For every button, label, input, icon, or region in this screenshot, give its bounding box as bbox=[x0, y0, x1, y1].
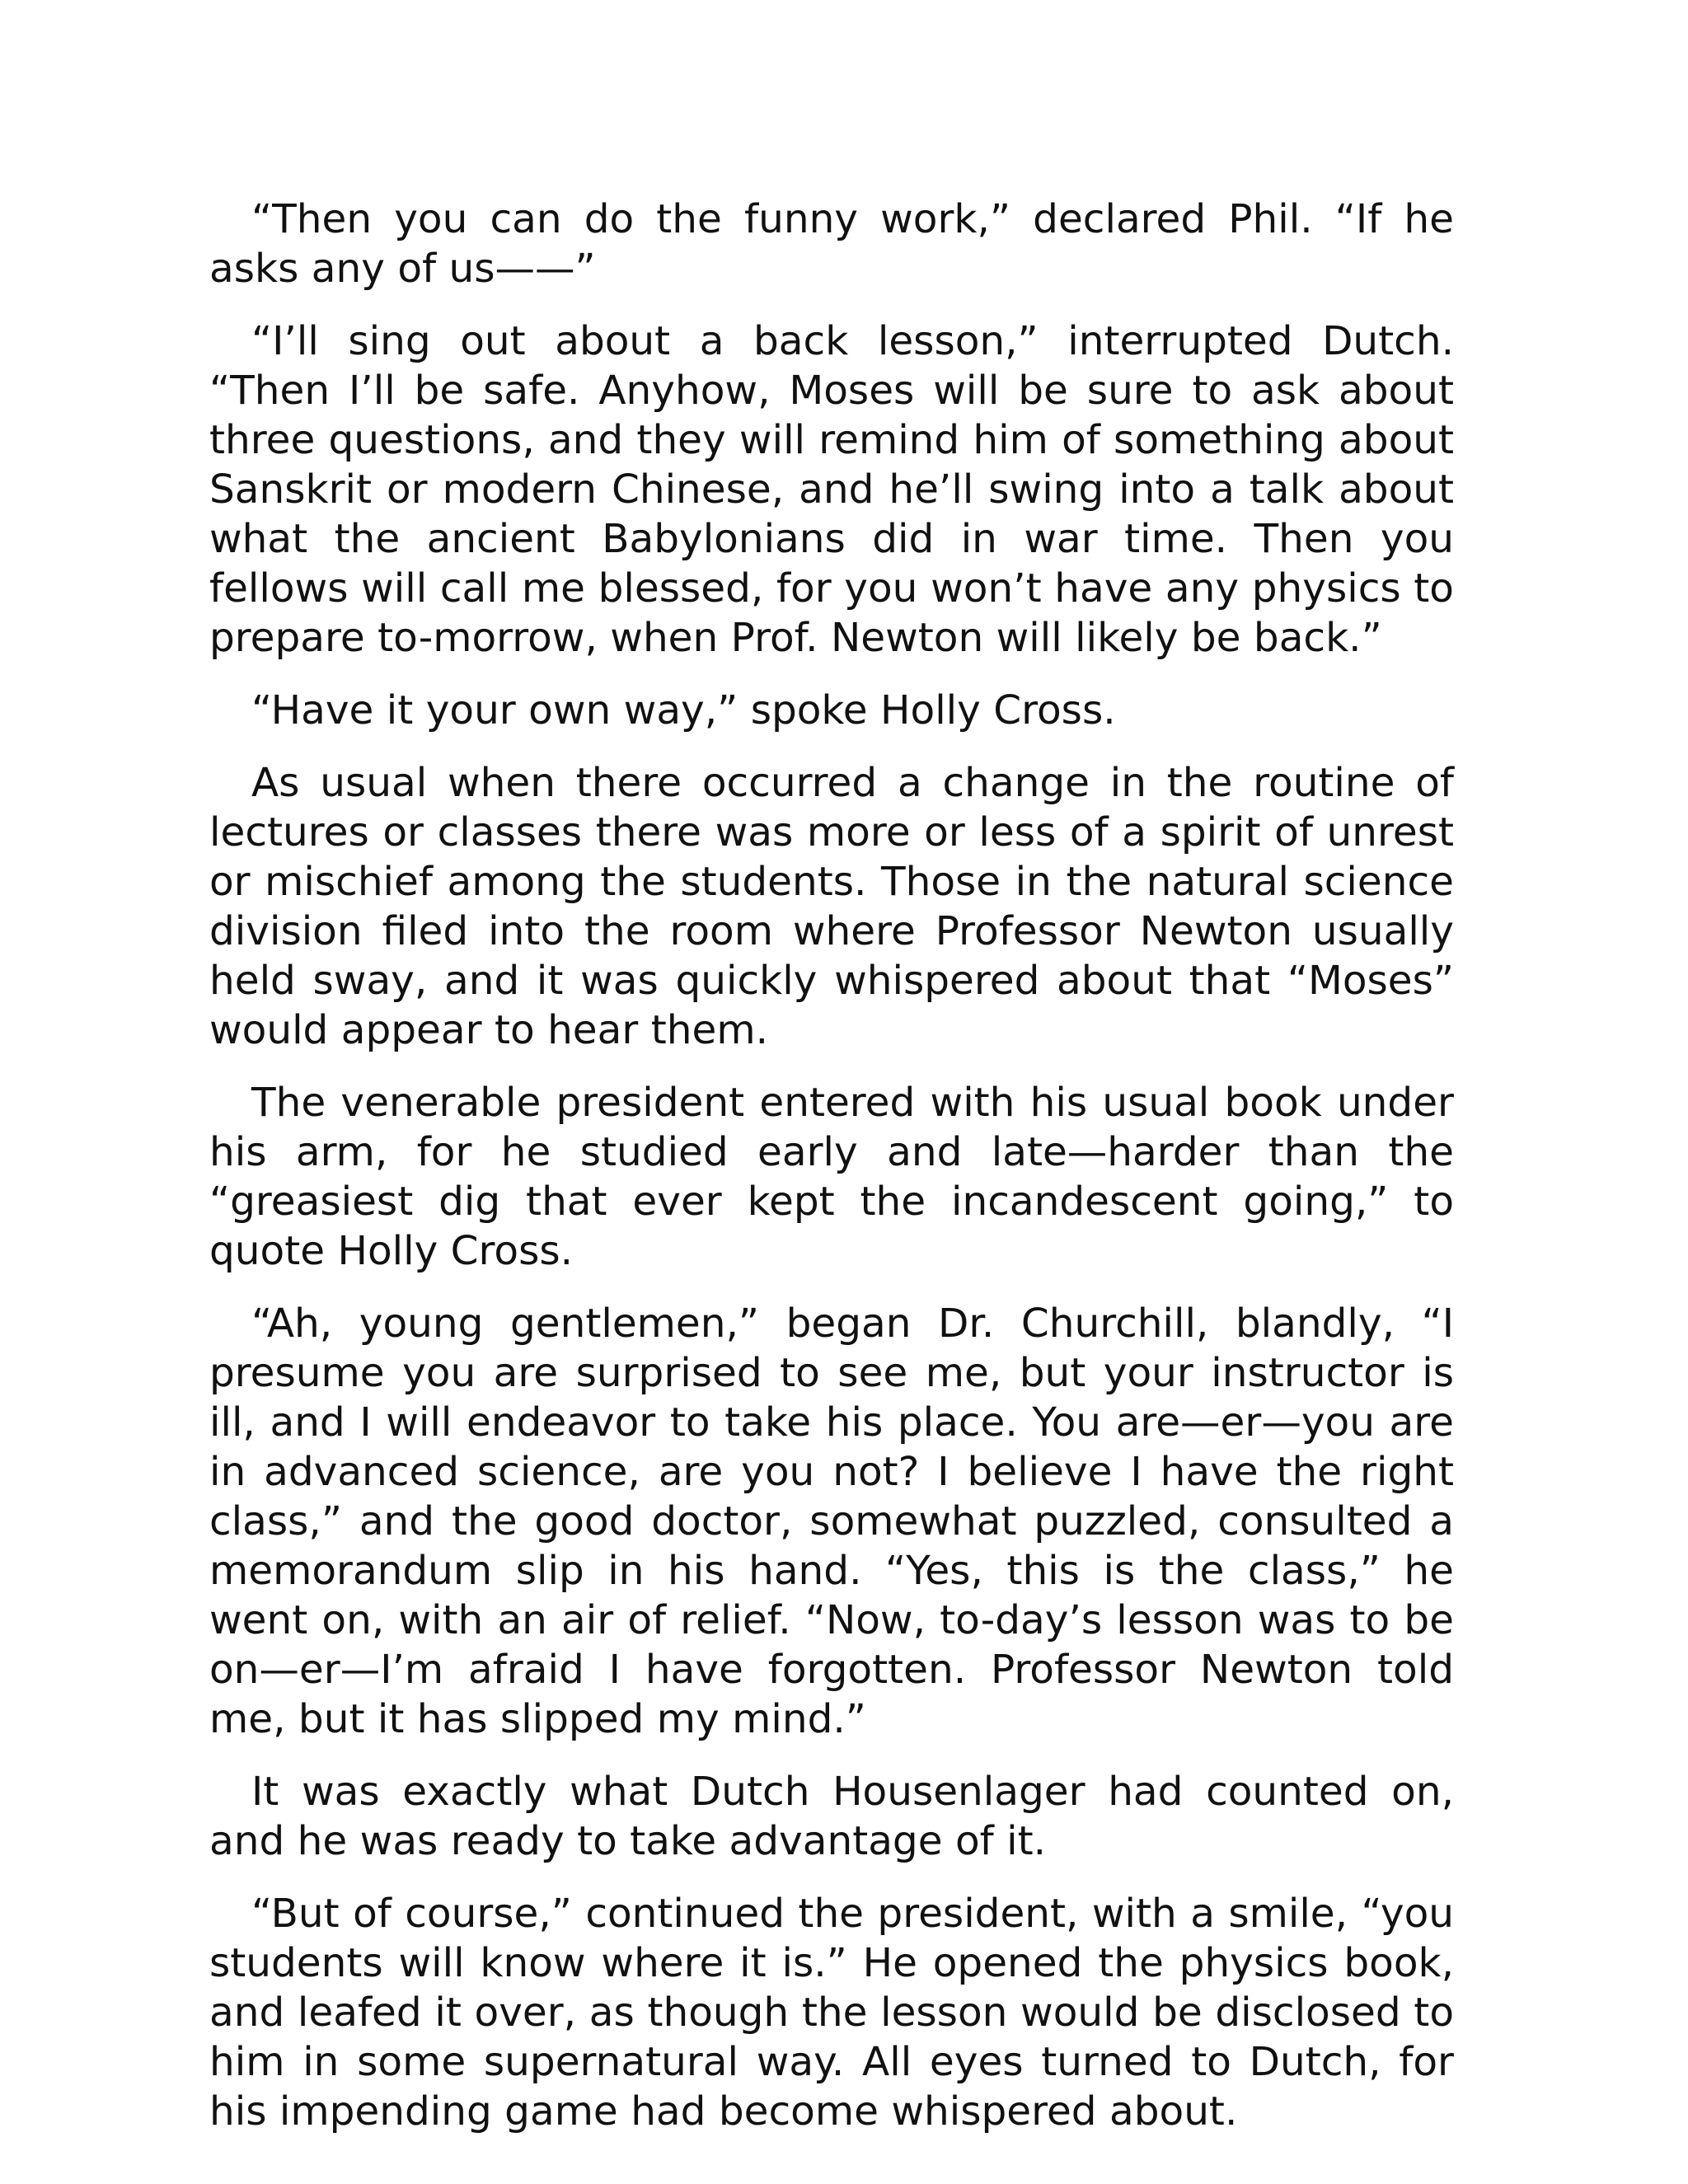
paragraph-5: The venerable president entered with his usual book under his arm, for he studied early and late—harder than the “greasiest dig that ever kept the incandescent going,” to quote Holly Cross. bbox=[209, 1080, 1454, 1274]
paragraph-1: “Then you can do the funny work,” declared Phil. “If he asks any of us——” bbox=[209, 196, 1454, 292]
paragraph-3: “Have it your own way,” spoke Holly Cross. bbox=[251, 687, 1116, 733]
body-text bbox=[209, 194, 1454, 2159]
paragraph-6: “Ah, young gentlemen,” began Dr. Churchill, blandly, “I presume you are surprised to see me, but your instructor is ill, and I will endeavor to take his place. You are—er—you are in advanced science, are you not? I believe I have the right class,” and the good doctor, somewhat puzzled, consulted a memorandum slip in his hand. “Yes, this is the class,” he went on, with an air of relief. “Now, to-day’s lesson was to be on—er—I’m afraid I have forgotten. Professor Newton told me, but it has slipped my mind.” bbox=[209, 1301, 1454, 1742]
paragraph-8: “But of course,” continued the president, with a smile, “you students will know where it is.” He opened the physics book, and leafed it over, as though the lesson would be disclosed to him in some supernatural way. All eyes turned to Dutch, for his impending game had become whispered about. bbox=[209, 1891, 1454, 2135]
paragraph-2: “I’ll sing out about a back lesson,” interrupted Dutch. “Then I’ll be safe. Anyhow, Moses will be sure to ask about three questions, and they will remind him of something about Sanskrit or modern Chinese, and he’ll swing into a talk about what the ancient Babylonians did in war time. Then you fellows will call me blessed, for you won’t have any physics to prepare to-morrow, when Prof. Newton will likely be back.” bbox=[209, 318, 1454, 661]
paragraph-7: It was exactly what Dutch Housenlager had counted on, and he was ready to take advantage of it. bbox=[209, 1769, 1454, 1864]
paragraph-4: As usual when there occurred a change in the routine of lectures or classes there was more or less of a spirit of unrest or mischief among the students. Those in the natural science division filed into the room where Professor Newton usually held sway, and it was quickly whispered about that “Moses” would appear to hear them. bbox=[209, 760, 1454, 1053]
